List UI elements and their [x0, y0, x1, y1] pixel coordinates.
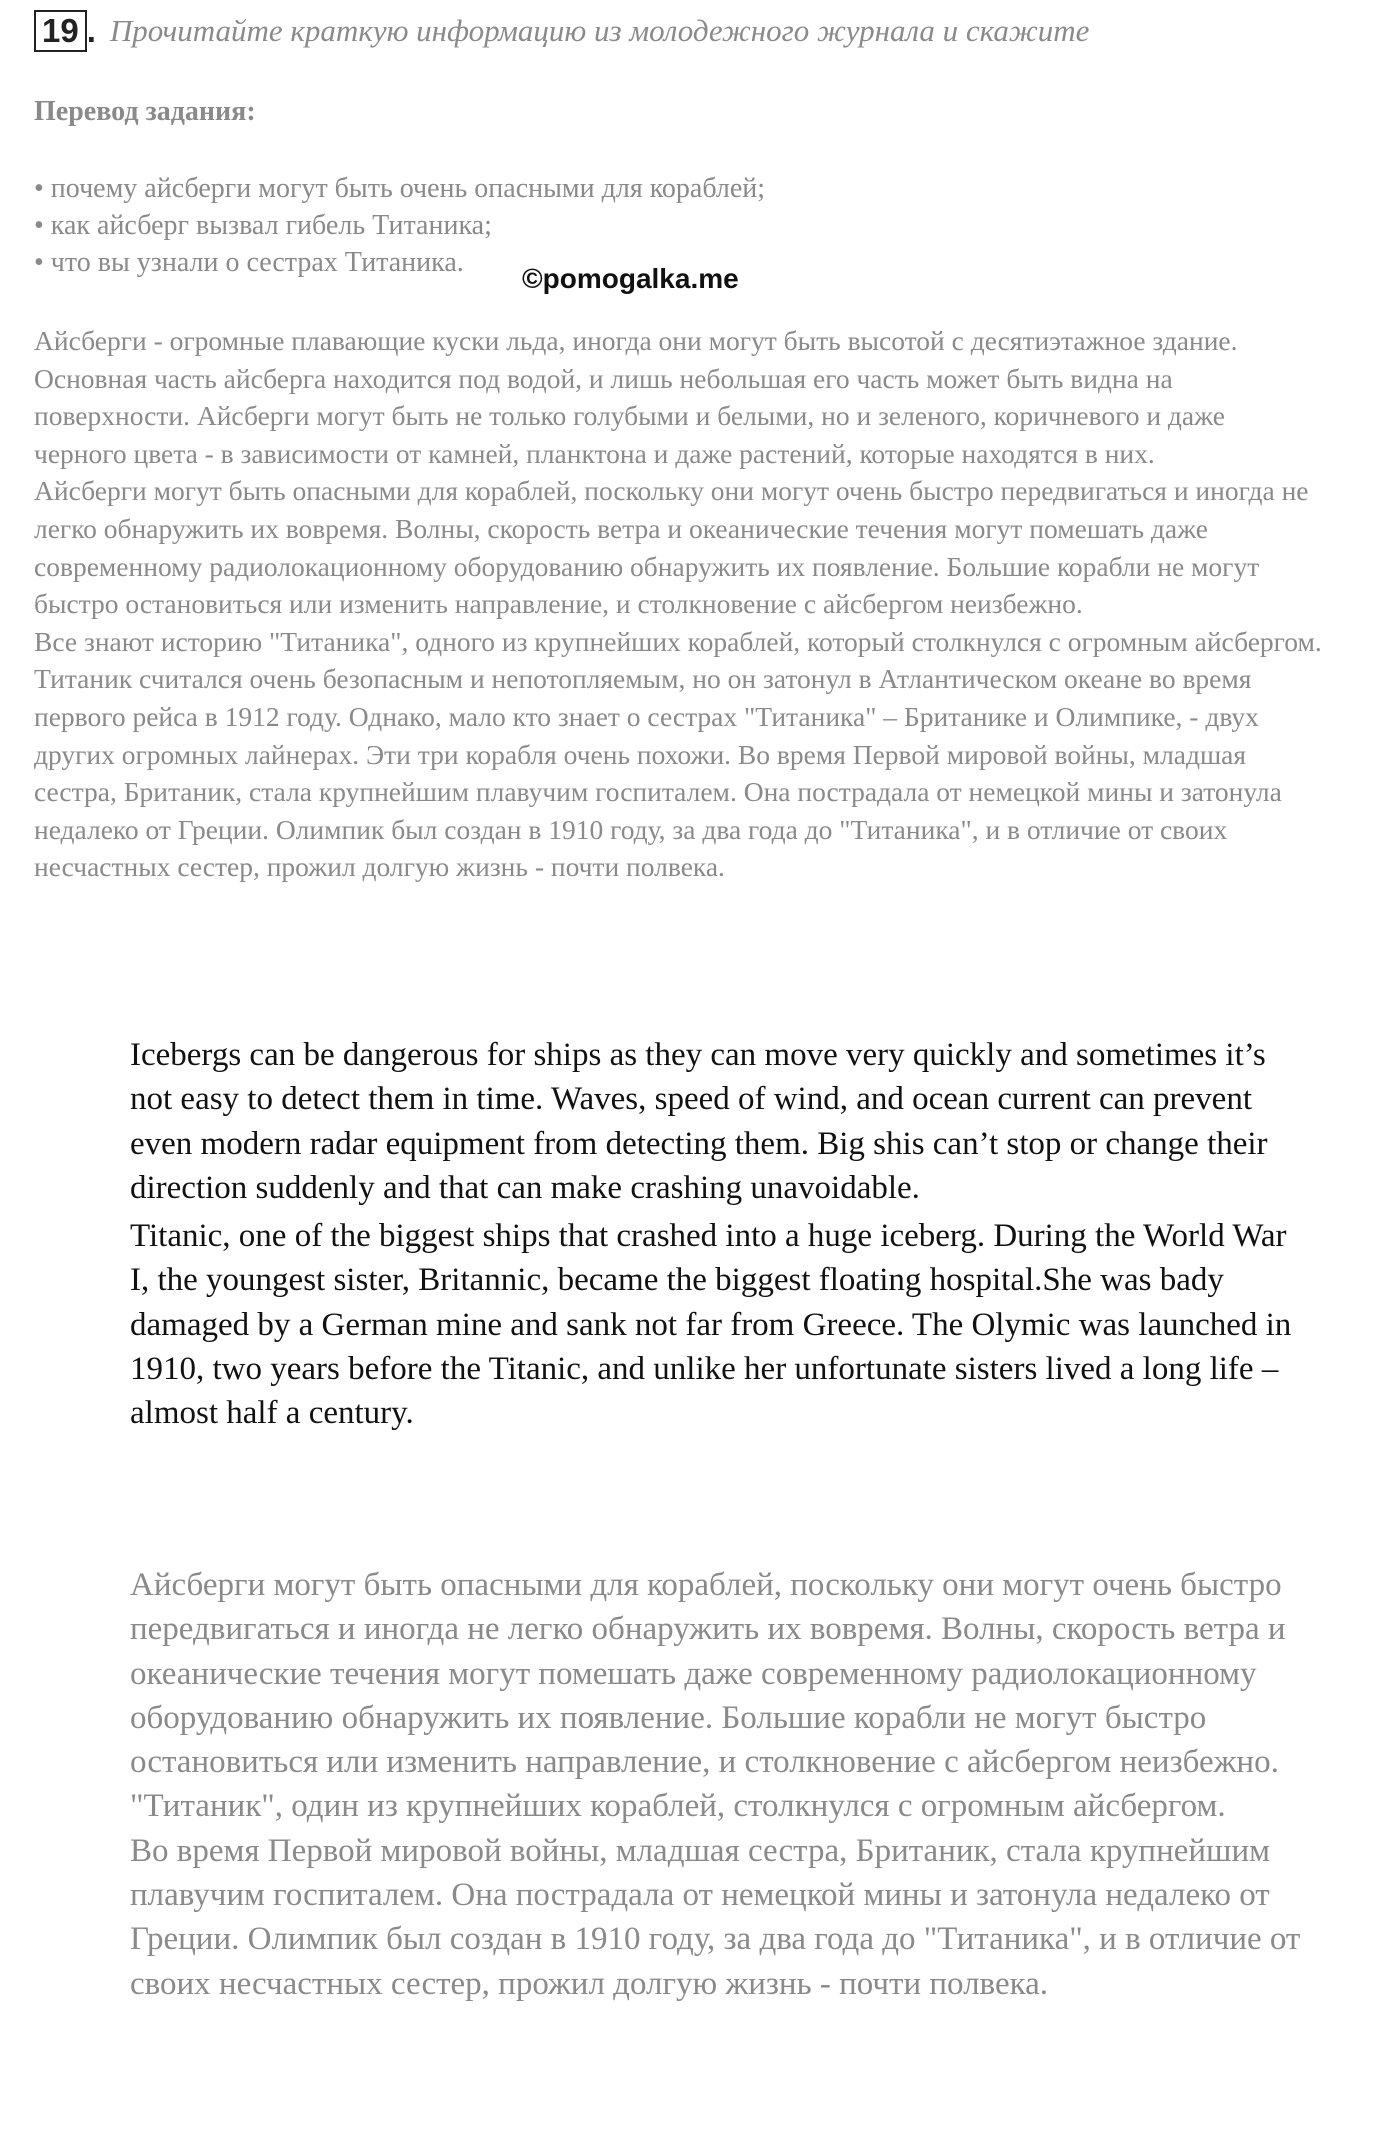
answer-paragraph: Айсберги могут быть опасными для кораблей, поскольку они могут очень быстро передвигаться и иногда не легко обнаружить их вовремя. Волны, скорость ветра и океанические течения могут помешать даже современному радиолокационному оборудованию обнаружить их появление. Большие корабли не могут быстро остановиться или изменить направление, и столкновение с айсбергом неизбежно. "Титаник", один из крупнейших кораблей, столкнулся с огромным айсбергом.: [130, 1567, 1286, 1825]
article-paragraph: Все знают историю "Титаника", одного из крупнейших кораблей, который столкнулся с огромным айсбергом. Титаник считался очень безопасным и непотопляемым, но он затонул в Атлантическом океане во время первого рейса в 1912 году. Однако, мало кто знает о сестрах "Титаника" – Британике и Олимпике, - двух других огромных лайнерах. Эти три корабля очень похожи. Во время Первой мировой войны, младшая сестра, Британик, стала крупнейшим плавучим госпиталем. Она пострадала от немецкой мины и затонула недалеко от Греции. Олимпик был создан в 1910 году, за два года до "Титаника", и в отличие от своих несчастных сестер, прожил долгую жизнь - почти полвека.: [34, 625, 1322, 883]
task-header: [34, 10, 1089, 52]
answer-paragraph: Icebergs can be dangerous for ships as they can move very quickly and sometimes it’s not easy to detect them in time. Waves, speed of wind, and ocean current can prevent even modern radar equipment from detecting them. Big shis can’t stop or change their direction suddenly and that can make crashing unavoidable.: [130, 1037, 1268, 1206]
answer-paragraph: Во время Первой мировой войны, младшая сестра, Британик, стала крупнейшим плавучим госпиталем. Она пострадала от немецкой мины и затонула недалеко от Греции. Олимпик был создан в 1910 году, за два года до "Титаника", и в отличие от своих несчастных сестер, прожил долгую жизнь - почти полвека.: [130, 1832, 1301, 2002]
task-number-suffix: .: [86, 12, 96, 49]
article-paragraph: Айсберги могут быть опасными для кораблей, поскольку они могут очень быстро передвигаться и иногда не легко обнаружить их вовремя. Волны, скорость ветра и океанические течения могут помешать даже современному радиолокационному оборудованию обнаружить их появление. Большие корабли не могут быстро остановиться или изменить направление, и столкновение с айсбергом неизбежно.: [34, 475, 1309, 620]
site-watermark: ©pomogalka.me: [522, 263, 739, 294]
task-instruction: Прочитайте краткую информацию из молодежного журнала и скажите: [109, 13, 1090, 48]
answer-russian: [130, 1563, 1330, 2006]
bullet-item: • как айсберг вызвал гибель Титаника;: [34, 210, 492, 241]
translation-heading: Перевод задания:: [34, 96, 256, 127]
bullet-item: • почему айсберги могут быть очень опасными для кораблей;: [34, 173, 766, 204]
bullet-item: • что вы узнали о сестрах Титаника.: [34, 247, 464, 278]
article-paragraph: Айсберги - огромные плавающие куски льда, иногда они могут быть высотой с десятиэтажное здание. Основная часть айсберга находится под водой, и лишь небольшая его часть может быть видна на поверхности. Айсберги могут быть не только голубыми и белыми, но и зеленого, коричневого и даже черного цвета - в зависимости от камней, планктона и даже растений, которые находятся в них.: [34, 325, 1238, 469]
answer-paragraph: Titanic, one of the biggest ships that crashed into a huge iceberg. During the World War I, the youngest sister, Britannic, became the biggest floating hospital.She was bady damaged by a German mine and sank not far from Greece. The Olymic was launched in 1910, two years before the Titanic, and unlike her unfortunate sisters lived a long life – almost half a century.: [130, 1218, 1292, 1432]
task-number: 19: [34, 10, 87, 52]
answer-english: [130, 1033, 1310, 1436]
article-translation: [34, 322, 1324, 886]
